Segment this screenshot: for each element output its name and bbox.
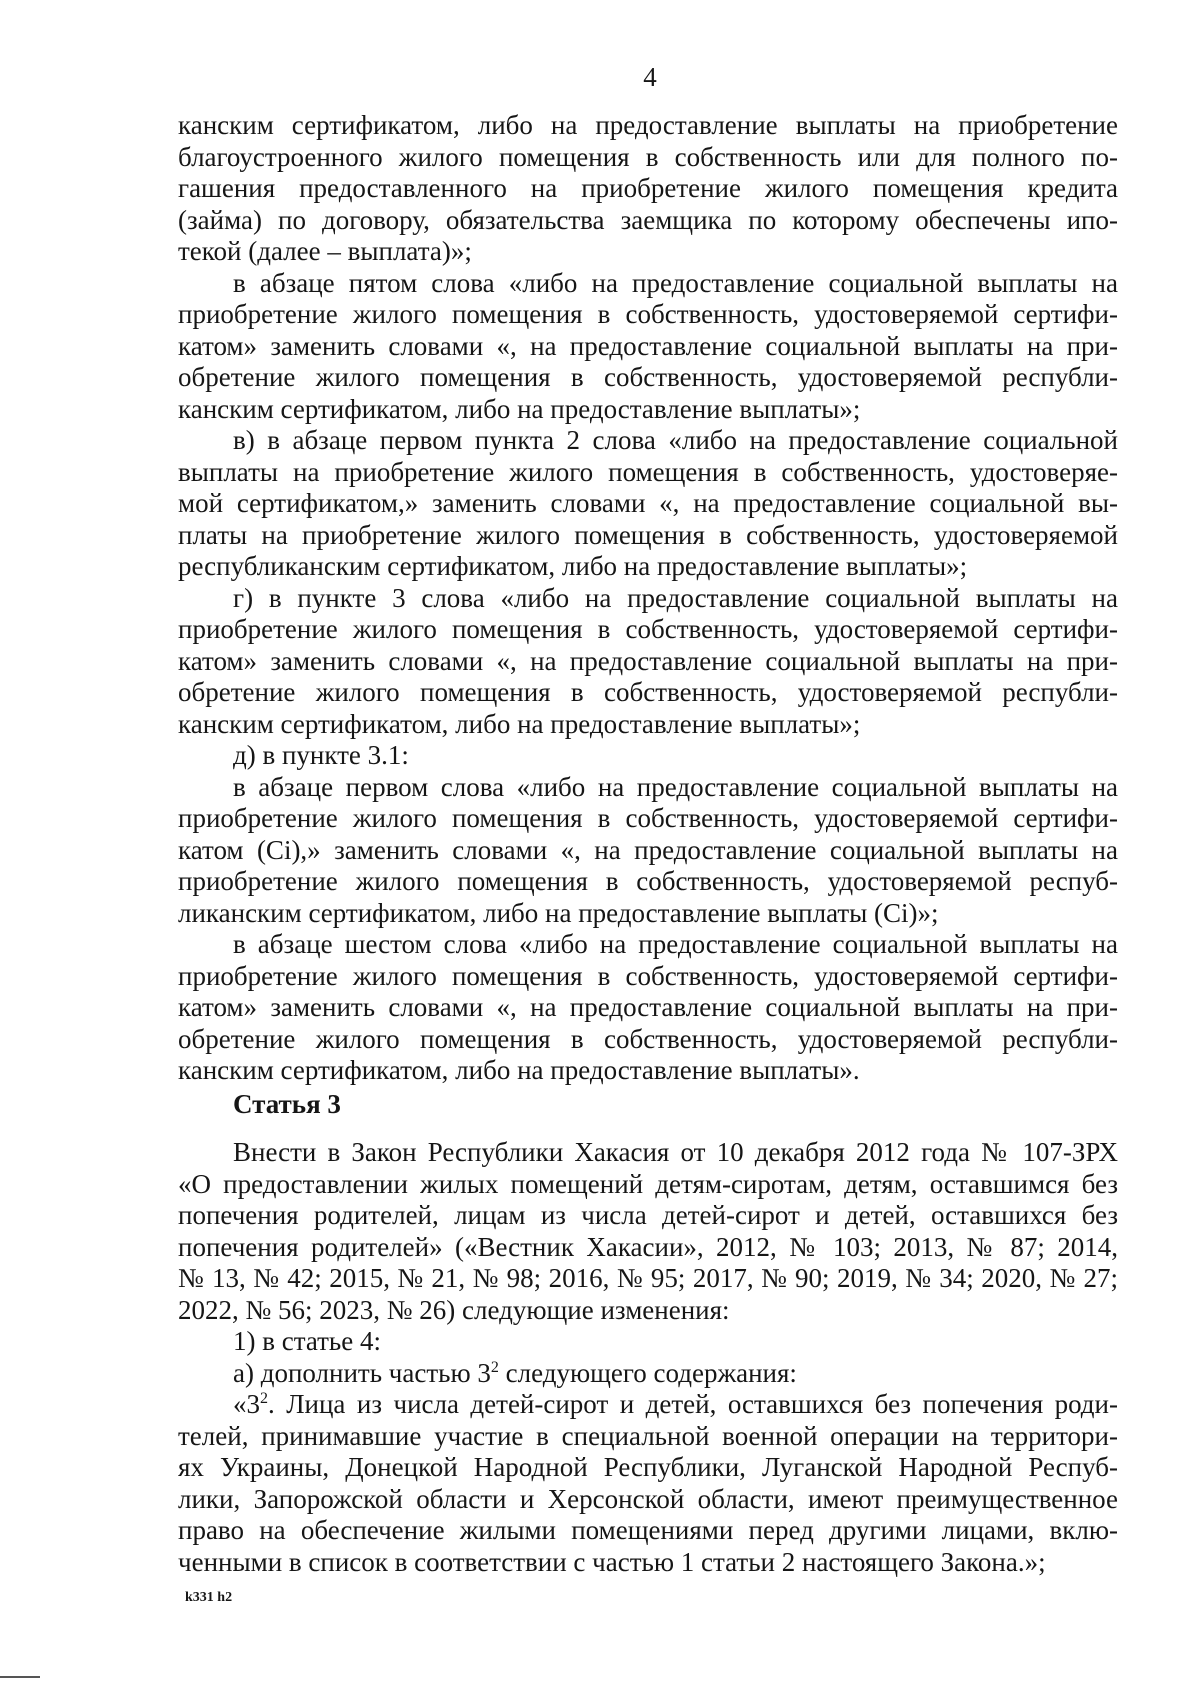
text-fragment: . Лица из числа детей-сирот и детей, оставшихся без попечения роди- [268, 1389, 1118, 1419]
text-line: приобретение жилого помещения в собственность, удостоверяемой сертифи- [178, 803, 1118, 833]
text-line [178, 1358, 1118, 1390]
text-line: телей, принимавшие участие в специальной военной операции на территори- [178, 1420, 1118, 1451]
text-fragment: «3 [233, 1389, 260, 1419]
text-line [178, 1389, 1118, 1421]
text-line: г) в пункте 3 слова «либо на предоставление социальной выплаты на [233, 582, 1118, 613]
text-line: № 13, № 42; 2015, № 21, № 98; 2016, № 95; 2017, № 90; 2019, № 34; 2020, № 27; [178, 1263, 1118, 1293]
text-line: канским сертификатом, либо на предоставление выплаты на приобретение [178, 110, 1118, 140]
text-line: право на обеспечение жилыми помещениями перед другими лицами, вклю- [178, 1515, 1118, 1545]
text-line: благоустроенного жилого помещения в собственность или для полного по- [178, 141, 1118, 172]
text-line: текой (далее – выплата)»; [178, 236, 472, 266]
text-line: Внести в Закон Республики Хакасия от 10 декабря 2012 года № 107-ЗРХ [233, 1137, 1118, 1167]
text-line: ченными в список в соответствии с частью 1 статьи 2 настоящего Закона.»; [178, 1546, 1046, 1577]
scan-edge-mark [0, 1676, 40, 1678]
text-line: обретение жилого помещения в собственность, удостоверяемой республи- [178, 362, 1118, 392]
text-fragment: следующего содержания: [498, 1357, 797, 1388]
text-line: в) в абзаце первом пункта 2 слова «либо на предоставление социальной [233, 425, 1118, 455]
text-line: катом» заменить словами «, на предоставление социальной выплаты на при- [178, 992, 1118, 1022]
text-fragment: а) дополнить частью 3 [233, 1357, 491, 1388]
text-line: в абзаце пятом слова «либо на предоставление социальной выплаты на [233, 267, 1118, 298]
text-line: в абзаце первом слова «либо на предоставление социальной выплаты на [233, 771, 1118, 802]
text-line: д) в пункте 3.1: [233, 740, 409, 770]
text-line: попечения родителей» («Вестник Хакасии», 2012, № 103; 2013, № 87; 2014, [178, 1231, 1118, 1262]
text-line: приобретение жилого помещения в собственность, удостоверяемой сертифи- [178, 614, 1118, 644]
text-line: ликанским сертификатом, либо на предоставление выплаты (Ci)»; [178, 897, 939, 928]
text-line: гашения предоставленного на приобретение жилого помещения кредита [178, 173, 1118, 203]
text-line: канским сертификатом, либо на предоставление выплаты». [178, 1055, 860, 1085]
text-line: обретение жилого помещения в собственность, удостоверяемой республи- [178, 1023, 1118, 1054]
text-line: лики, Запорожской области и Херсонской области, имеют преимущественное [178, 1483, 1118, 1514]
page-number: 4 [643, 62, 657, 92]
text-line: катом» заменить словами «, на предоставление социальной выплаты на при- [178, 330, 1118, 361]
text-line: катом» заменить словами «, на предоставление социальной выплаты на при- [178, 645, 1118, 676]
text-line: приобретение жилого помещения в собственность, удостоверяемой респуб- [178, 866, 1118, 896]
text-line: попечения родителей, лицам из числа детей-сирот и детей, оставшихся без [178, 1200, 1118, 1230]
text-line: канским сертификатом, либо на предоставление выплаты»; [178, 393, 861, 424]
text-line: канским сертификатом, либо на предоставление выплаты»; [178, 708, 861, 739]
text-line: выплаты на приобретение жилого помещения в собственность, удостоверяе- [178, 456, 1118, 487]
amendments-text [178, 110, 1118, 1087]
text-line: «О предоставлении жилых помещений детям-сиротам, детям, оставшимся без [178, 1168, 1118, 1199]
text-line: республиканским сертификатом, либо на предоставление выплаты»; [178, 551, 968, 581]
text-line: платы на приобретение жилого помещения в собственность, удостоверяемой [178, 519, 1118, 550]
text-line: приобретение жилого помещения в собственность, удостоверяемой сертифи- [178, 960, 1118, 991]
text-line: в абзаце шестом слова «либо на предоставление социальной выплаты на [233, 929, 1118, 959]
text-line: приобретение жилого помещения в собственность, удостоверяемой сертифи- [178, 299, 1118, 329]
text-line: (займа) по договору, обязательства заемщика по которому обеспечены ипо- [178, 204, 1118, 235]
article-heading: Статья 3 [233, 1089, 341, 1119]
text-line: мой сертификатом,» заменить словами «, на предоставление социальной вы- [178, 488, 1118, 518]
text-line: катом (Ci),» заменить словами «, на предоставление социальной выплаты на [178, 834, 1118, 865]
footer-code: k331 h2 [185, 1590, 233, 1605]
superscript: 2 [490, 1358, 499, 1376]
superscript: 2 [260, 1390, 268, 1407]
text-line: 1) в статье 4: [233, 1326, 381, 1356]
text-line: ях Украины, Донецкой Народной Республики, Луганской Народной Респуб- [178, 1452, 1118, 1482]
text-line: обретение жилого помещения в собственность, удостоверяемой республи- [178, 677, 1118, 707]
article-text [178, 1137, 1118, 1578]
text-line: 2022, № 56; 2023, № 26) следующие изменения: [178, 1294, 730, 1325]
